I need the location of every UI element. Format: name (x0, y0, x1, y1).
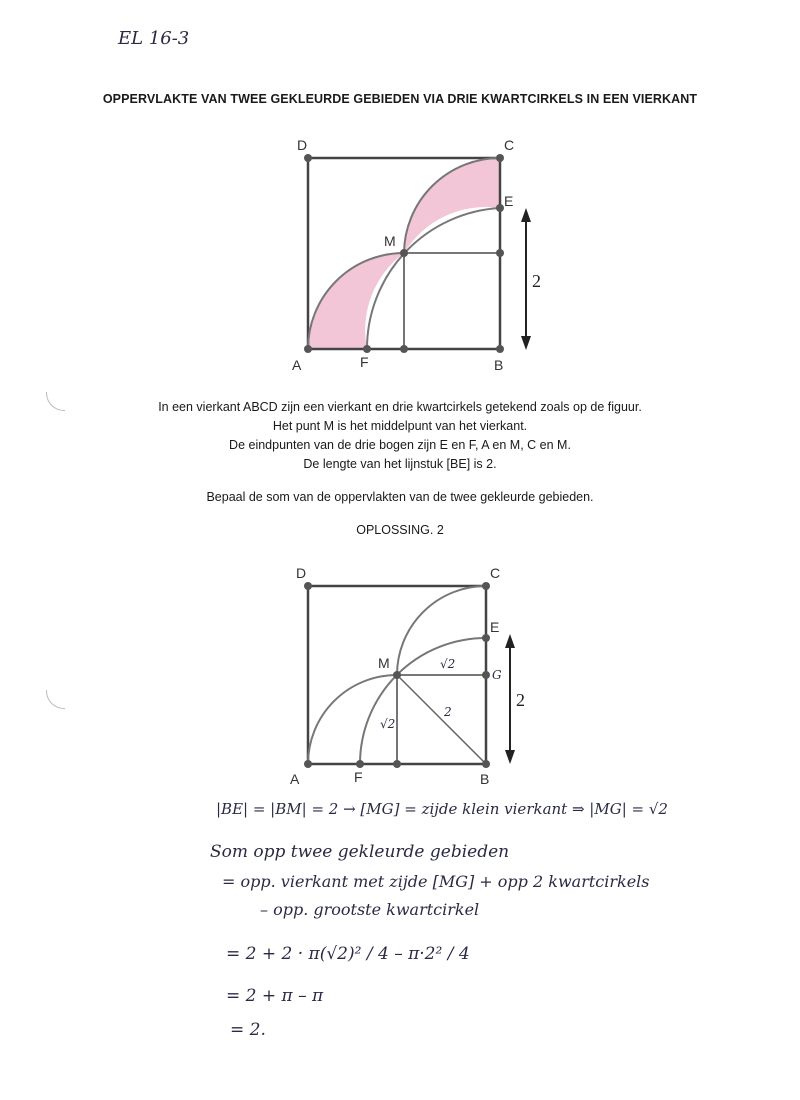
point-d (304, 154, 312, 162)
label-d: D (297, 137, 308, 153)
label-bm: 2 (444, 705, 452, 719)
arc-f-e (367, 208, 500, 349)
point-b (496, 345, 504, 353)
point-g (482, 671, 490, 679)
point-f (363, 345, 371, 353)
point-m (393, 671, 401, 679)
dimension-arrow (505, 634, 515, 764)
figure-solution (280, 560, 540, 790)
question: Bepaal de som van de oppervlakten van de twee gekleurde gebieden. (206, 490, 594, 504)
label-mg: √2 (440, 657, 456, 671)
point-c (482, 582, 490, 590)
problem-line: De lengte van het lijnstuk [BE] is 2. (303, 457, 497, 471)
punch-hole-mark (46, 690, 65, 709)
dimension-label: 2 (532, 271, 541, 291)
point-c (496, 154, 504, 162)
label-e: E (504, 193, 514, 209)
solution-label: OPLOSSING. 2 (356, 523, 444, 537)
point-a (304, 760, 312, 768)
solution-line: = 2 + π – π (226, 986, 324, 1006)
segment-bm (397, 675, 486, 764)
inner-square (404, 253, 500, 349)
label-mf: √2 (380, 717, 396, 731)
point-e (496, 204, 504, 212)
label-m: M (378, 655, 390, 671)
point-b (482, 760, 490, 768)
corner-note: EL 16-3 (118, 28, 190, 49)
problem-line: In een vierkant ABCD zijn een vierkant en drie kwartcirkels getekend zoals op de figuur. (158, 400, 642, 414)
solution-line: |BE| = |BM| = 2 → [MG] = zijde klein vierkant ⇒ |MG| = √2 (216, 800, 668, 818)
shaded-region-lower (308, 253, 404, 349)
label-m: M (384, 233, 396, 249)
problem-line: De eindpunten van de drie bogen zijn E en F, A en M, C en M. (229, 438, 571, 452)
label-e: E (490, 619, 500, 635)
solution-line: = opp. vierkant met zijde [MG] + opp 2 kwartcirkels (222, 872, 650, 891)
label-d: D (296, 565, 307, 581)
point-a (304, 345, 312, 353)
solution-line: – opp. grootste kwartcirkel (260, 900, 480, 919)
solution-line: Som opp twee gekleurde gebieden (210, 842, 510, 862)
dimension-arrow (521, 208, 531, 350)
point-d (304, 582, 312, 590)
point-e (482, 634, 490, 642)
solution-line: = 2 + 2 · π(√2)² / 4 – π·2² / 4 (226, 944, 470, 964)
label-a: A (290, 771, 300, 787)
point-foot (393, 760, 401, 768)
problem-text (0, 398, 800, 474)
label-f: F (360, 354, 369, 370)
figure-problem (270, 130, 570, 380)
point-g (496, 249, 504, 257)
point-m (400, 249, 408, 257)
document-title: OPPERVLAKTE VAN TWEE GEKLEURDE GEBIEDEN VIA DRIE KWARTCIRKELS IN EEN VIERKANT (102, 92, 698, 106)
point-foot (400, 345, 408, 353)
solution-line: = 2. (230, 1020, 266, 1040)
label-c: C (490, 565, 501, 581)
label-f: F (354, 769, 363, 785)
label-g: G (492, 668, 502, 682)
point-f (356, 760, 364, 768)
label-b: B (494, 357, 504, 373)
label-c: C (504, 137, 515, 153)
dimension-label: 2 (516, 690, 525, 710)
problem-line: Het punt M is het middelpunt van het vierkant. (272, 419, 528, 433)
label-a: A (292, 357, 302, 373)
label-b: B (480, 771, 490, 787)
